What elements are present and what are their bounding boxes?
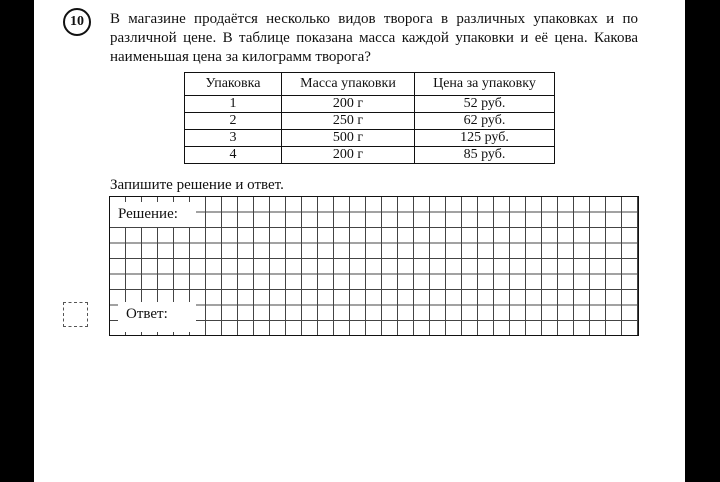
table-header-row	[185, 73, 555, 96]
solution-label: Решение:	[110, 202, 196, 227]
cell-package: 2	[185, 113, 282, 130]
cell-mass: 200 г	[282, 96, 415, 113]
header-price: Цена за упаковку	[415, 73, 555, 96]
answer-checkbox[interactable]	[63, 302, 88, 327]
cell-mass: 250 г	[282, 113, 415, 130]
cell-price: 85 руб.	[415, 147, 555, 164]
header-package: Упаковка	[185, 73, 282, 96]
cell-mass: 200 г	[282, 147, 415, 164]
problem-text: В магазине продаётся несколько видов творога в различных упаковках и по различной цене. В таблице показана масса каждой упаковки и её цена. Какова наименьшая цена за килограмм творога?	[110, 11, 638, 65]
table-row	[185, 130, 555, 147]
answer-label: Ответ:	[118, 302, 196, 332]
cell-package: 3	[185, 130, 282, 147]
table-row	[185, 113, 555, 130]
data-table	[184, 72, 555, 164]
header-mass: Масса упаковки	[282, 73, 415, 96]
instruction-text: Запишите решение и ответ.	[110, 177, 284, 193]
cell-price: 62 руб.	[415, 113, 555, 130]
question-number: 10	[63, 8, 91, 36]
cell-price: 52 руб.	[415, 96, 555, 113]
table-row	[185, 96, 555, 113]
cell-price: 125 руб.	[415, 130, 555, 147]
cell-package: 1	[185, 96, 282, 113]
cell-mass: 500 г	[282, 130, 415, 147]
cell-package: 4	[185, 147, 282, 164]
table-row	[185, 147, 555, 164]
